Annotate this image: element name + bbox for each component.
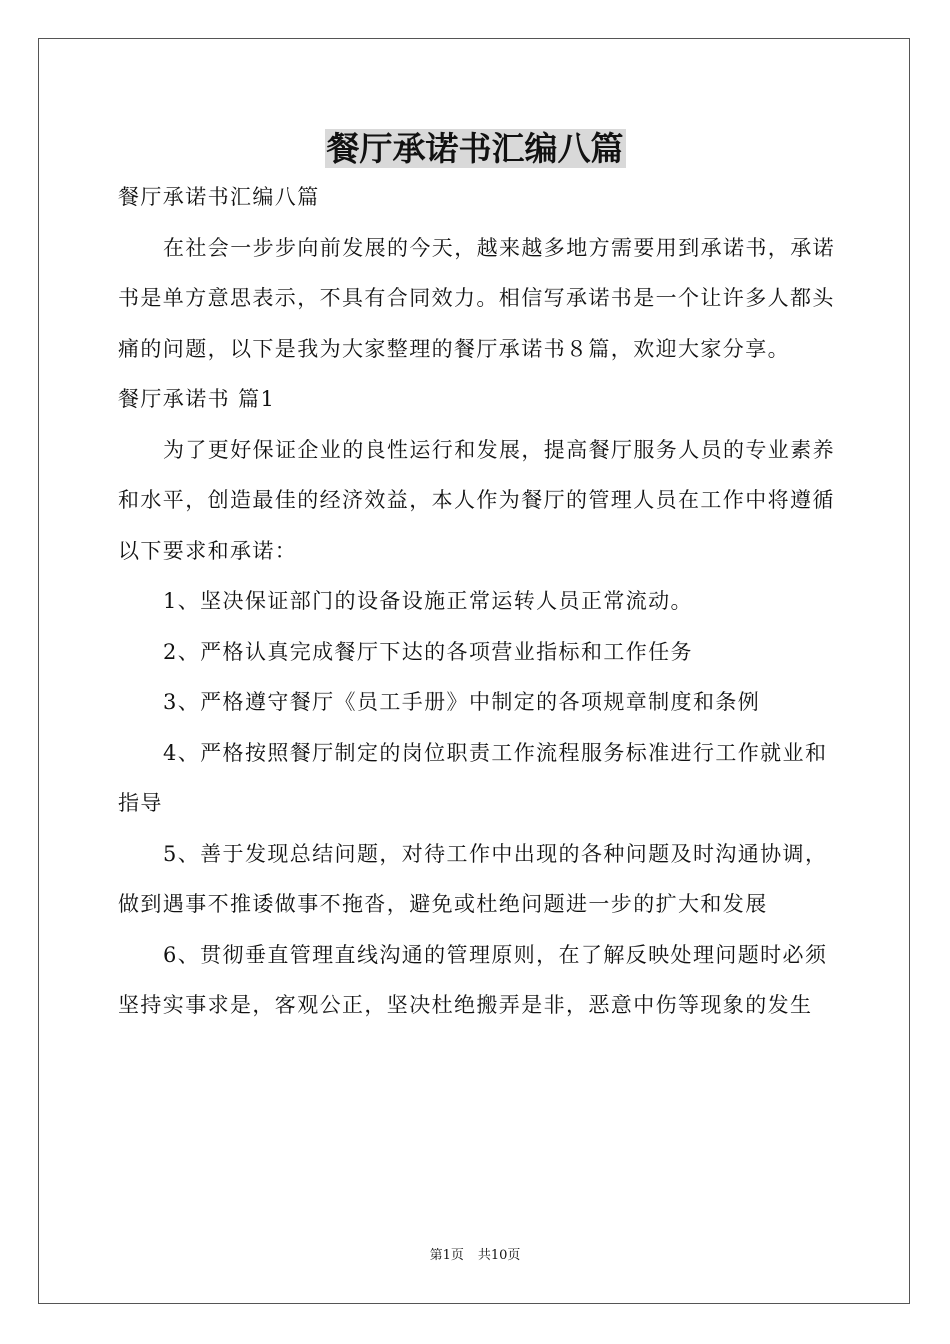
list-item: 3、严格遵守餐厅《员工手册》中制定的各项规章制度和条例 <box>163 690 761 714</box>
page-total: 共10页 <box>477 1248 521 1263</box>
list-item: 2、严格认真完成餐厅下达的各项营业指标和工作任务 <box>163 639 693 664</box>
list-item: 4、严格按照餐厅制定的岗位职责工作流程服务标准进行工作就业和指导 <box>118 740 828 815</box>
document-title-text: 餐厅承诺书汇编八篇 <box>326 129 624 168</box>
document-title <box>0 124 950 174</box>
list-item: 6、贯彻垂直管理直线沟通的管理原则，在了解反映处理问题时必须坚持实事求是，客观公正，坚决杜绝搬弄是非，恶意中伤等现象的发生 <box>118 942 828 1017</box>
paragraph-intro: 在社会一步步向前发展的今天，越来越多地方需要用到承诺书，承诺书是单方意思表示，不具有合同效力。相信写承诺书是一个让许多人都头痛的问题，以下是我为大家整理的餐厅承诺书８篇，欢迎大家分享。 <box>118 235 835 361</box>
page-footer <box>0 1246 950 1266</box>
list-item: 5、善于发现总结问题，对待工作中出现的各种问题及时沟通协调，做到遇事不推诿做事不拖沓，避免或杜绝问题进一步的扩大和发展 <box>118 841 828 916</box>
paragraph-section-intro: 为了更好保证企业的良性运行和发展，提高餐厅服务人员的专业素养和水平，创造最佳的经济效益，本人作为餐厅的管理人员在工作中将遵循以下要求和承诺： <box>118 437 835 563</box>
paragraph-subtitle: 餐厅承诺书汇编八篇 <box>118 185 320 209</box>
document-body <box>118 172 836 1031</box>
section-heading: 餐厅承诺书 篇1 <box>118 387 276 411</box>
list-item: 1、坚决保证部门的设备设施正常运转人员正常流动。 <box>163 589 693 613</box>
page-number: 第1页 <box>429 1248 464 1263</box>
